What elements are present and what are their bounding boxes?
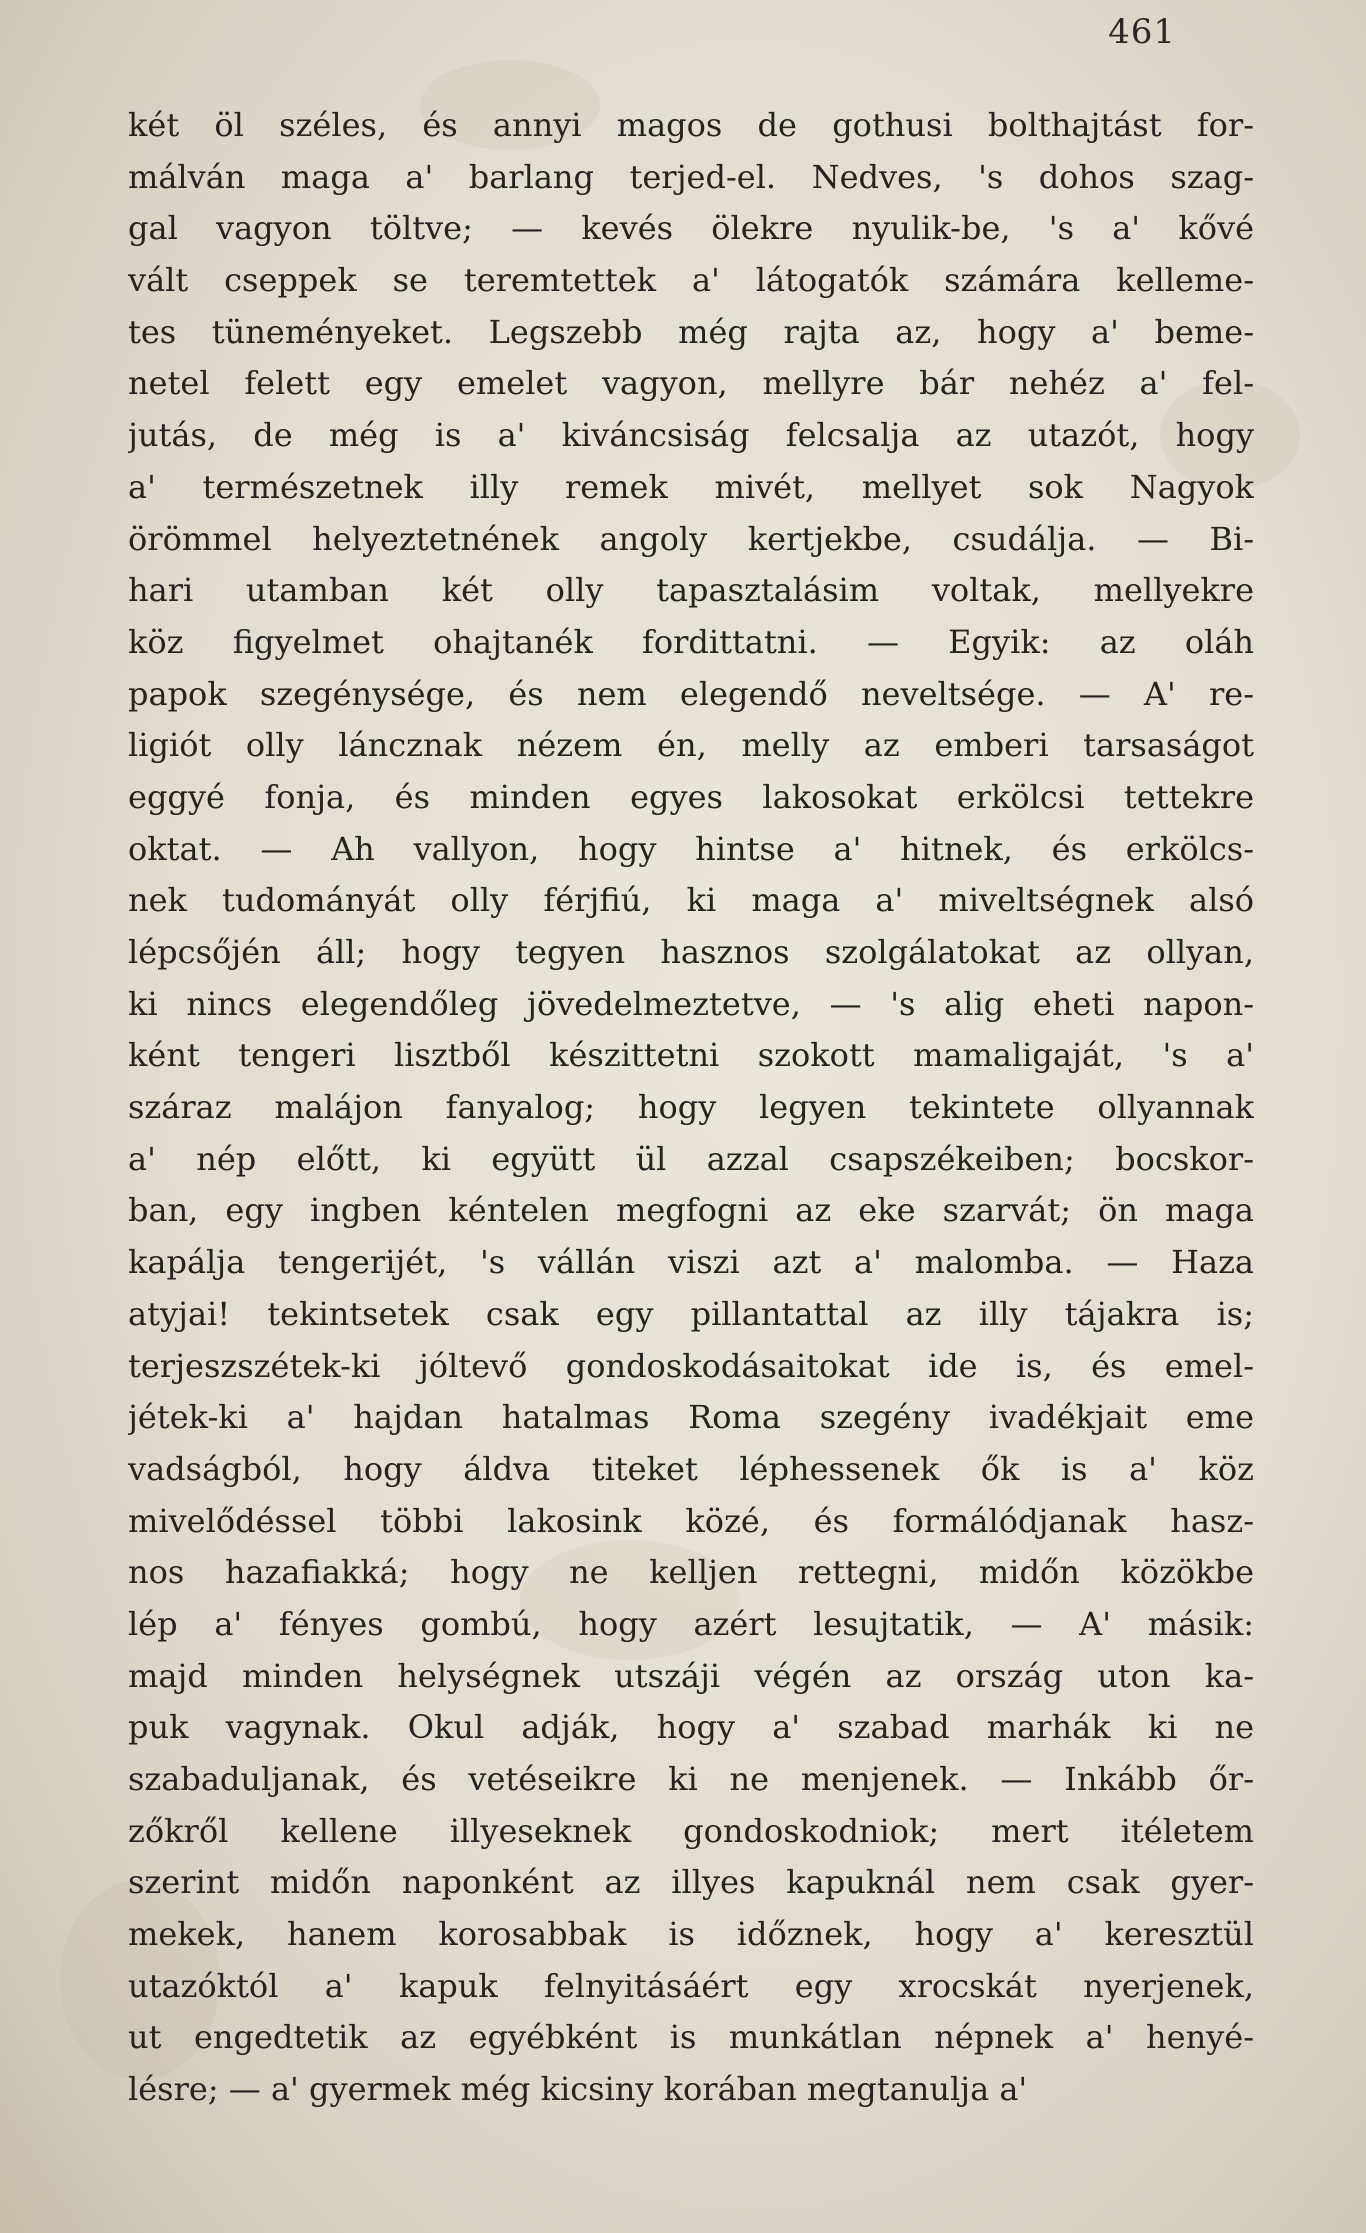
text-line: ut engedtetik az egyébként is munkátlan népnek a' henyé-: [128, 2018, 1254, 2057]
text-line: eggyé fonja, és minden egyes lakosokat erkölcsi tettekre: [128, 777, 1254, 816]
text-line: ki nincs elegendőleg jövedelmeztetve, — 's alig eheti napon-: [128, 984, 1254, 1023]
text-line: gal vagyon töltve; — kevés ölekre nyulik-be, 's a' kővé: [128, 209, 1254, 248]
text-line: vált cseppek se teremtettek a' látogatók számára kelleme-: [128, 261, 1254, 300]
text-line: ban, egy ingben kéntelen megfogni az eke szarvát; ön maga: [128, 1191, 1254, 1230]
text-line: mivelődéssel többi lakosink közé, és formálódjanak hasz-: [128, 1501, 1254, 1540]
text-line: puk vagynak. Okul adják, hogy a' szabad marhák ki ne: [128, 1708, 1254, 1747]
text-line: zőkről kellene illyeseknek gondoskodniok; mert itéletem: [128, 1811, 1254, 1850]
text-line: papok szegénysége, és nem elegendő neveltsége. — A' re-: [128, 674, 1254, 713]
text-line: tes tüneményeket. Legszebb még rajta az, hogy a' beme-: [128, 312, 1254, 351]
text-line: atyjai! tekintsetek csak egy pillantattal az illy tájakra is;: [128, 1294, 1254, 1333]
text-line: lép a' fényes gombú, hogy azért lesujtatik, — A' másik:: [128, 1604, 1254, 1643]
text-line: száraz malájon fanyalog; hogy legyen tekintete ollyannak: [128, 1088, 1254, 1127]
text-line: szerint midőn naponként az illyes kapuknál nem csak gyer-: [128, 1863, 1254, 1902]
text-line: ligiót olly láncznak nézem én, melly az emberi tarsaságot: [128, 726, 1254, 765]
text-line: szabaduljanak, és vetéseikre ki ne menjenek. — Inkább őr-: [128, 1760, 1254, 1798]
text-line: kapálja tengerijét, 's vállán viszi azt a' malomba. — Haza: [128, 1243, 1254, 1282]
text-line: majd minden helységnek utszáji végén az ország uton ka-: [128, 1656, 1254, 1695]
text-line: utazóktól a' kapuk felnyitásáért egy xrocskát nyerjenek,: [128, 1966, 1254, 2005]
text-line: hari utamban két olly tapasztalásim voltak, mellyekre: [128, 571, 1254, 610]
text-line: köz figyelmet ohajtanék fordittatni. — Egyik: az oláh: [128, 622, 1254, 661]
text-line: netel felett egy emelet vagyon, mellyre bár nehéz a' fel-: [128, 364, 1254, 403]
text-line: mekek, hanem korosabbak is időznek, hogy a' keresztül: [128, 1915, 1254, 1954]
text-line: két öl széles, és annyi magos de gothusi bolthajtást for-: [128, 106, 1254, 144]
text-line: vadságból, hogy áldva titeket léphessenek ők is a' köz: [128, 1449, 1254, 1488]
text-line: jutás, de még is a' kiváncsiság felcsalja az utazót, hogy: [128, 416, 1254, 455]
page-number: 461: [1108, 12, 1176, 52]
text-line: lésre; — a' gyermek még kicsiny korában megtanulja a': [128, 2070, 1028, 2109]
text-line: málván maga a' barlang terjed-el. Nedves, 's dohos szag-: [128, 157, 1254, 196]
text-line: a' természetnek illy remek mivét, mellyet sok Nagyok: [128, 467, 1254, 506]
text-line: a' nép előtt, ki együtt ül azzal csapszékeiben; bocskor-: [128, 1139, 1254, 1178]
text-line: ként tengeri lisztből készittetni szokott mamaligaját, 's a': [128, 1036, 1254, 1075]
text-line: jétek-ki a' hajdan hatalmas Roma szegény ivadékjait eme: [128, 1398, 1254, 1437]
text-line: terjeszszétek-ki jóltevő gondoskodásaitokat ide is, és emel-: [128, 1346, 1254, 1385]
text-line: örömmel helyeztetnének angoly kertjekbe, csudálja. — Bi-: [128, 519, 1254, 558]
text-line: nos hazafiakká; hogy ne kelljen rettegni, midőn közökbe: [128, 1553, 1254, 1592]
body-text: [128, 100, 1254, 2116]
text-line: lépcsőjén áll; hogy tegyen hasznos szolgálatokat az ollyan,: [128, 933, 1254, 971]
text-line: nek tudományát olly férjfiú, ki maga a' miveltségnek alsó: [128, 881, 1254, 920]
text-line: oktat. — Ah vallyon, hogy hintse a' hitnek, és erkölcs-: [128, 829, 1254, 868]
